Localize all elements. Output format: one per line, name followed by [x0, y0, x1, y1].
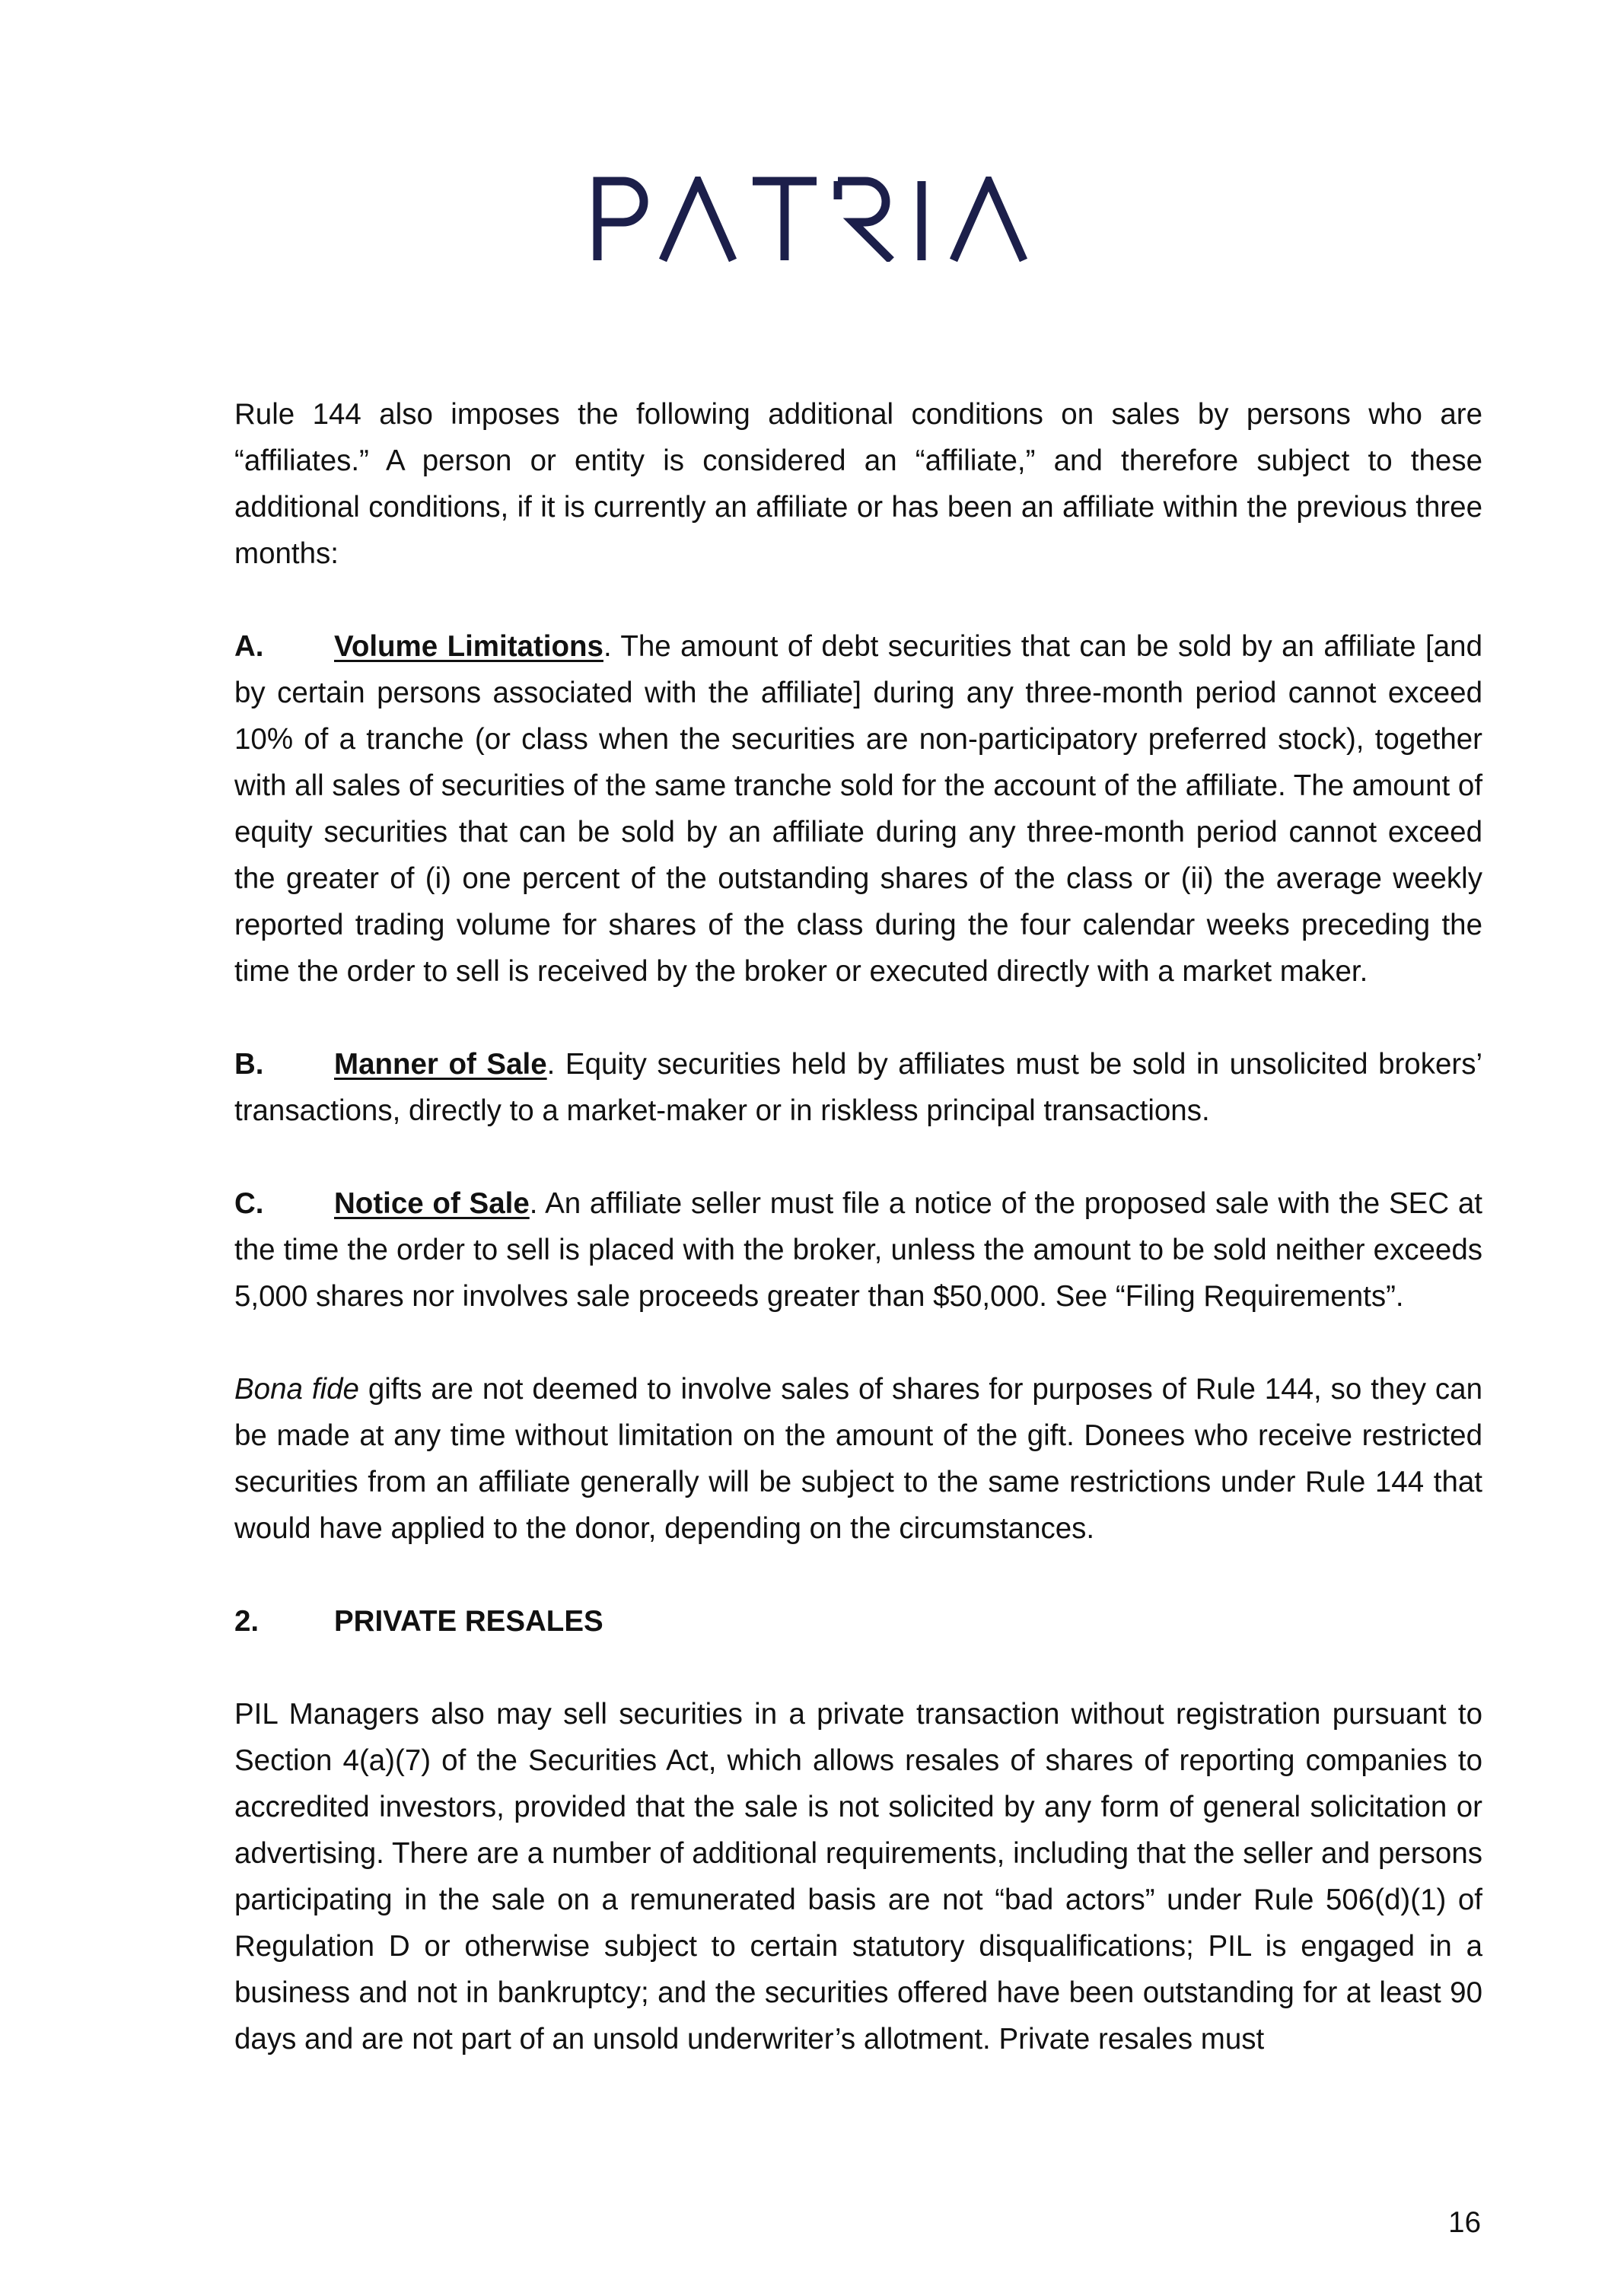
item-title: Volume Limitations [334, 630, 603, 663]
section-number: 2. [234, 1605, 260, 1638]
intro-paragraph: Rule 144 also imposes the following additional conditions on sales by persons who are “affiliates.” A person or entity is considered an “affiliate,” and therefore subject to these additional conditions, if it is currently an affiliate or has been an affiliate within the previous three months: [234, 398, 1482, 570]
item-notice-of-sale [234, 1180, 1482, 1320]
item-title: Manner of Sale [334, 1048, 547, 1081]
patria-logo-mark [593, 177, 1031, 262]
patria-logo [0, 177, 1624, 266]
section-heading [234, 1598, 1482, 1645]
section-title: PRIVATE RESALES [334, 1605, 603, 1638]
item-letter: B. [234, 1048, 264, 1081]
private-resales-paragraph: PIL Managers also may sell securities in a private transaction without registration pursuant to Section 4(a)(7) of the Securities Act, which allows resales of shares of reporting companies to accredited investors, provided that the sale is not solicited by any form of general solicitation or advertising. There are a number of additional requirements, including that the seller and persons participating in the sale on a remunerated basis are not “bad actors” under Rule 506(d)(1) of Regulation D or otherwise subject to certain statutory disqualifications; PIL is engaged in a business and not in bankruptcy; and the securities offered have been outstanding for at least 90 days and are not part of an unsold underwriter’s allotment. Private resales must [234, 1698, 1482, 2056]
page-number: 16 [1448, 2206, 1481, 2239]
item-manner-of-sale [234, 1041, 1482, 1134]
item-text: . An affiliate seller must file a notice of the proposed sale with the SEC at the time the order to sell is placed with the broker, unless the amount to be sold neither exceeds 5,000 shares nor involves sale proceeds greater than $50,000. See “Filing Requirements”. [234, 1187, 1483, 1313]
item-text: . Equity securities held by affiliates must be sold in unsolicited brokers’ transactions, directly to a market-maker or in riskless principal transactions. [234, 1048, 1483, 1127]
item-title: Notice of Sale [334, 1187, 530, 1220]
item-text: . The amount of debt securities that can be sold by an affiliate [and by certain persons associated with the affiliate] during any three-month period cannot exceed 10% of a tranche (or class when the securities are non-participatory preferred stock), together with all sales of securities of the same tranche sold for the account of the affiliate. The amount of equity securities that can be sold by an affiliate during any three-month period cannot exceed the greater of (i) one percent of the outstanding shares of the class or (ii) the average weekly reported trading volume for shares of the class during the four calendar weeks preceding the time the order to sell is received by the broker or executed directly with a market maker. [234, 630, 1483, 988]
item-volume-limitations [234, 623, 1482, 995]
bona-fide-term: Bona fide [234, 1373, 359, 1406]
bona-fide-paragraph [234, 1366, 1482, 1552]
item-letter: C. [234, 1187, 264, 1220]
document-body [234, 391, 1482, 2062]
item-letter: A. [234, 630, 264, 663]
bona-fide-text: gifts are not deemed to involve sales of shares for purposes of Rule 144, so they can be made at any time without limitation on the amount of the gift. Donees who receive restricted securities from an affiliate generally will be subject to the same restrictions under Rule 144 that would have applied to the donor, depending on the circumstances. [234, 1373, 1483, 1545]
